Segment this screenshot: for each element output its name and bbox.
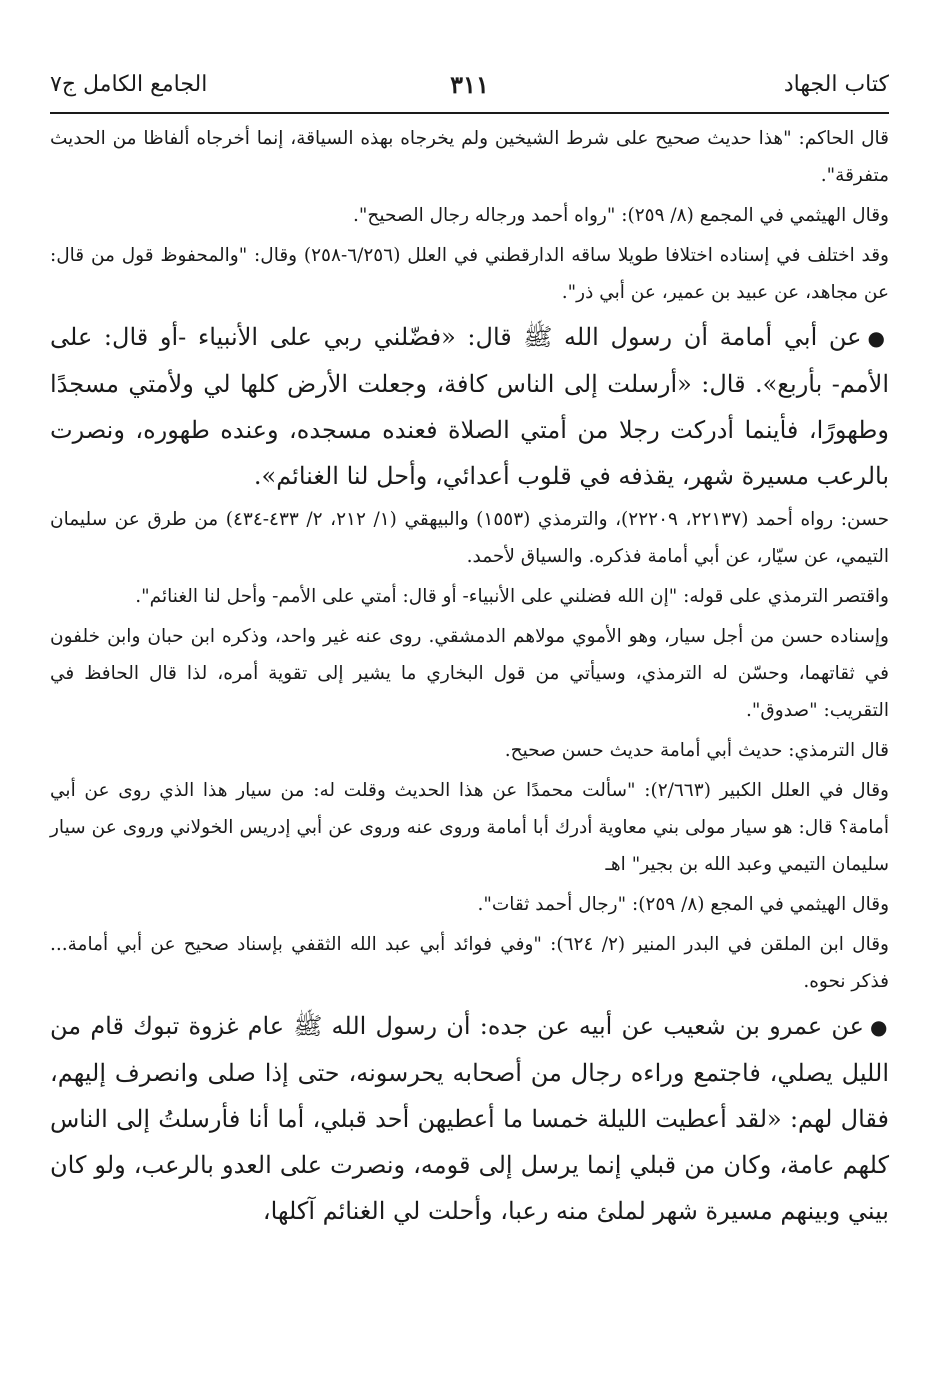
note-paragraph <box>50 120 889 194</box>
paragraph-text: وقد اختلف في إسناده اختلافا طويلا ساقه الدارقطني في العلل (٦/٢٥٦-٢٥٨) وقال: "والمحفوظ قول من قال: عن مجاهد، عن عبيد بن عمير، عن أبي ذر". <box>50 245 889 303</box>
note-paragraph <box>50 237 889 311</box>
paragraph-text: واقتصر الترمذي على قوله: "إن الله فضلني على الأنبياء- أو قال: أمتي على الأمم- وأحل لنا الغنائم". <box>135 586 889 607</box>
hadith-text: عن أبي أمامة أن رسول الله ﷺ قال: «فضّلني ربي على الأنبياء -أو قال: على الأمم- بأربع». قال: «أرسلت إلى الناس كافة، وجعلت الأرض كلها لي ولأمتي مسجدًا وطهورًا، فأينما أدركت رجلا من أمتي الصلاة فعنده مسجده، وعنده طهوره، ونصرت بالرعب مسيرة شهر، يقذفه في قلوب أعدائي، وأحل لنا الغنائم». <box>50 323 889 490</box>
paragraph-text: حسن: رواه أحمد (٢٢١٣٧، ٢٢٢٠٩)، والترمذي (١٥٥٣) والبيهقي (١/ ٢١٢، ٢/ ٤٣٣-٤٣٤) من طرق عن سليمان التيمي، عن سيّار، عن أبي أمامة فذكره. والسياق لأحمد. <box>50 509 890 567</box>
paragraph-text: وقال في العلل الكبير (٢/٦٦٣): "سألت محمدًا عن هذا الحديث وقلت له: من سيار هذا الذي روى عن أبي أمامة؟ قال: هو سيار مولى بني معاوية أدرك أبا أمامة وروى عنه وروى عن أبي إدريس الخولاني وروى عن سيار سليمان التيمي وعبد الله بن بجير" اهـ <box>50 780 889 875</box>
volume-title: الجامع الكامل ج٧ <box>50 72 208 97</box>
note-paragraph <box>50 926 889 1000</box>
paragraph-text: وقال الهيثمي في المجمع (٨/ ٢٥٩): "رواه أحمد ورجاله رجال الصحيح". <box>353 205 889 226</box>
bullet-icon: ● <box>867 326 890 350</box>
paragraph-text: وقال ابن الملقن في البدر المنير (٢/ ٦٢٤): "وفي فوائد أبي عبد الله الثقفي بإسناد صحيح عن أبي أمامة... فذكر نحوه. <box>50 934 889 992</box>
paragraph-text: قال الحاكم: "هذا حديث صحيح على شرط الشيخين ولم يخرجاه بهذه السياقة، إنما أخرجاه ألفاظا من الحديث متفرقة". <box>50 128 889 186</box>
note-paragraph <box>50 501 889 575</box>
note-paragraph <box>50 618 889 729</box>
hadith-paragraph <box>50 314 889 499</box>
page-header <box>50 66 889 114</box>
note-paragraph <box>50 578 889 615</box>
note-paragraph <box>50 197 889 234</box>
hadith-paragraph <box>50 1003 889 1234</box>
page-number: ٣١١ <box>450 70 489 99</box>
paragraph-text: وقال الهيثمي في المجع (٨/ ٢٥٩): "رجال أحمد ثقات". <box>477 894 889 915</box>
bullet-icon: ● <box>869 1015 889 1039</box>
paragraph-text: قال الترمذي: حديث أبي أمامة حديث حسن صحيح. <box>504 740 889 761</box>
note-paragraph <box>50 886 889 923</box>
hadith-text: عن عمرو بن شعيب عن أبيه عن جده: أن رسول الله ﷺ عام غزوة تبوك قام من الليل يصلي، فاجتمع وراءه رجال من أصحابه يحرسونه، حتى إذا صلى وانصرف إليهم، فقال لهم: «لقد أعطيت الليلة خمسا ما أعطيهن أحد قبلي، أما أنا فأرسلتُ إلى الناس كلهم عامة، وكان من قبلي إنما يرسل إلى قومه، ونصرت على العدو بالرعب، ولو كان بيني وبينهم مسيرة شهر لملئ منه رعبا، وأحلت لي الغنائم آكلها، <box>50 1012 889 1225</box>
note-paragraph <box>50 772 889 883</box>
paragraph-text: وإسناده حسن من أجل سيار، وهو الأموي مولاهم الدمشقي. روى عنه غير واحد، وذكره ابن حبان وابن خلفون في ثقاتهما، وحسّن له الترمذي، وسيأتي من قول البخاري ما يشير إلى تقوية أمره، لذا قال الحافظ في التقريب: "صدوق". <box>50 626 889 721</box>
book-title: كتاب الجهاد <box>783 72 889 97</box>
note-paragraph <box>50 732 889 769</box>
page-content <box>50 114 889 1234</box>
